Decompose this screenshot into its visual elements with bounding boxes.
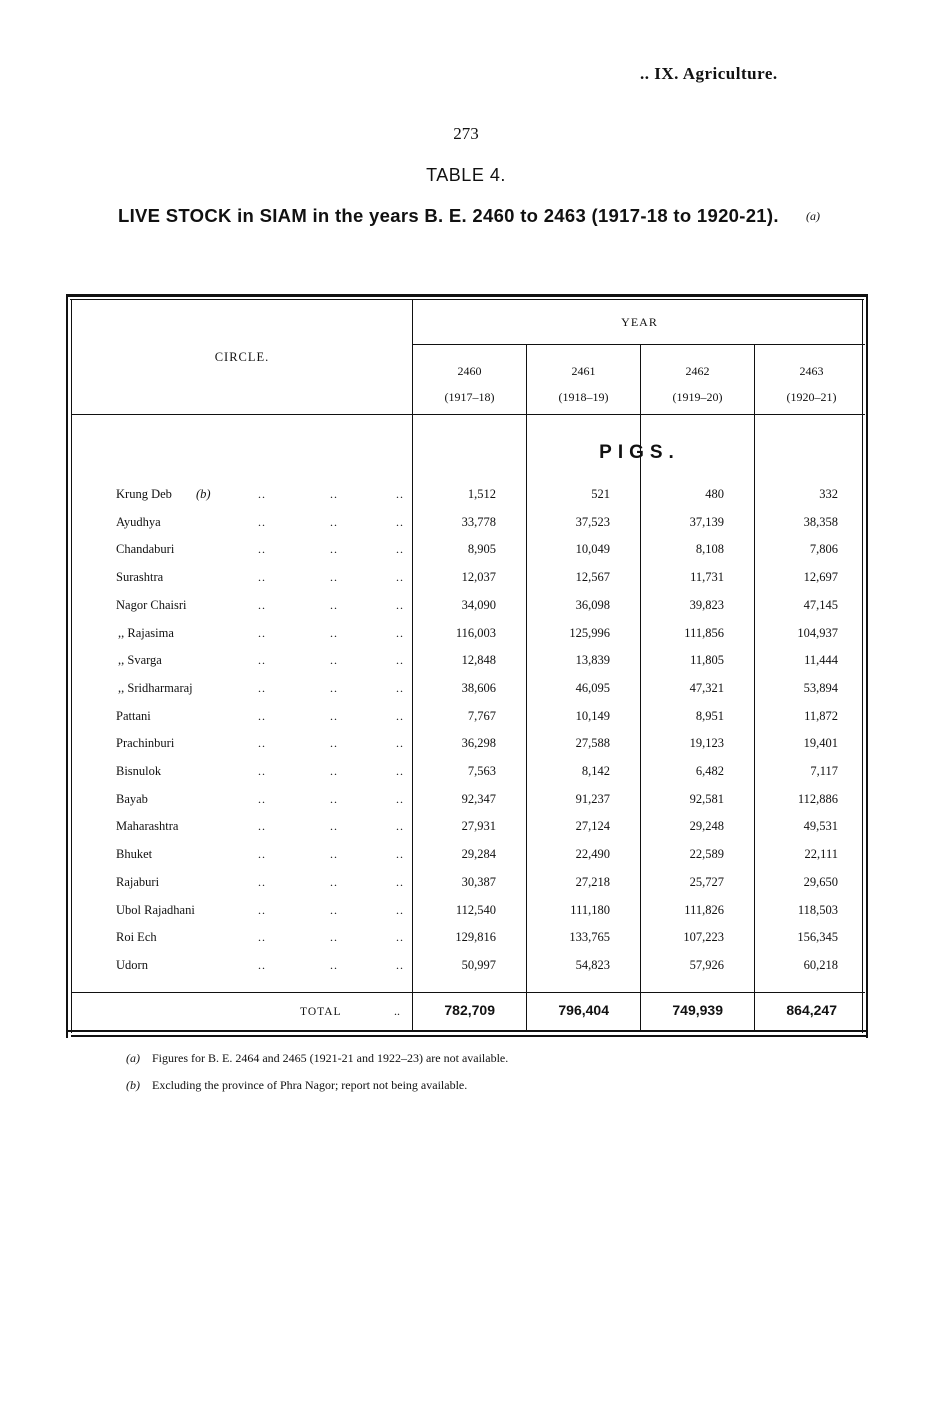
total-2463: 864,247 (786, 1002, 837, 1018)
leader-dots: .. (258, 708, 266, 723)
value-cell: 22,490 (575, 847, 610, 862)
circle-name: Rajaburi (116, 874, 160, 889)
value-cell: 54,823 (575, 957, 610, 972)
leader-dots: .. (396, 847, 404, 862)
value-cell: 12,037 (461, 570, 496, 585)
value-cell: 34,090 (461, 597, 496, 612)
leader-dots: .. (396, 653, 404, 668)
circle-name: Pattani (116, 708, 151, 723)
circle-name: Bayab (116, 791, 148, 806)
value-cell: 118,503 (797, 902, 838, 917)
value-cell: 37,139 (689, 514, 724, 529)
table-row (0, 875, 932, 903)
value-cell: 8,951 (695, 708, 724, 723)
table-row (0, 709, 932, 737)
value-cell: 521 (591, 487, 610, 501)
leader-dots: .. (258, 736, 266, 751)
leader-dots: .. (330, 708, 338, 723)
value-cell: 332 (819, 487, 838, 501)
value-cell: 11,805 (690, 653, 724, 668)
value-cell: 92,581 (689, 791, 724, 806)
table-row (0, 570, 932, 598)
table-row (0, 792, 932, 820)
year-ce: (1919–20) (672, 390, 723, 404)
value-cell: 22,589 (689, 847, 724, 862)
table-top-rule-inner (70, 299, 864, 300)
leader-dots: .. (330, 680, 338, 695)
value-cell: 10,049 (575, 542, 610, 557)
value-cell: 13,839 (575, 653, 610, 668)
leader-dots: .. (396, 874, 404, 889)
value-cell: 25,727 (689, 874, 724, 889)
leader-dots: .. (258, 542, 266, 557)
table-row (0, 626, 932, 654)
table-row (0, 764, 932, 792)
leader-dots: .. (258, 764, 266, 778)
total-top-rule (72, 992, 865, 993)
value-cell: 10,149 (575, 708, 610, 723)
table-bottom-rule (66, 1030, 868, 1032)
value-cell: 22,111 (804, 847, 838, 862)
leader-dots: .. (330, 487, 338, 501)
leader-dots: .. (258, 570, 266, 585)
value-cell: 1,512 (467, 487, 496, 501)
value-cell: 7,806 (809, 542, 838, 557)
leader-dots: .. (396, 957, 404, 972)
value-cell: 125,996 (569, 625, 610, 640)
table-row (0, 930, 932, 958)
value-cell: 57,926 (689, 957, 724, 972)
value-cell: 107,223 (683, 930, 724, 945)
value-cell: 19,401 (803, 736, 838, 751)
footnote-b (126, 1078, 467, 1093)
total-2460: 782,709 (444, 1002, 495, 1018)
leader-dots: .. (330, 764, 338, 778)
leader-dots: .. (258, 930, 266, 945)
leader-dots: .. (258, 847, 266, 862)
leader-dots: .. (258, 680, 266, 695)
leader-dots: .. (396, 514, 404, 529)
year-be: 2462 (685, 364, 710, 378)
value-cell: 133,765 (569, 930, 610, 945)
value-cell: 7,563 (467, 764, 496, 778)
leader-dots: .. (258, 957, 266, 972)
leader-dots: .. (330, 597, 338, 612)
value-cell: 104,937 (797, 625, 838, 640)
circle-name: ,, Rajasima (118, 625, 174, 640)
table-row (0, 847, 932, 875)
table-label: TABLE 4. (426, 165, 506, 185)
leader-dots: .. (330, 930, 338, 945)
value-cell: 50,997 (461, 957, 496, 972)
leader-dots: .. (396, 819, 404, 834)
leader-dots: .. (258, 625, 266, 640)
year-ce: (1917–18) (444, 390, 495, 404)
circle-name: Krung Deb (116, 487, 172, 501)
circle-name: Udorn (116, 957, 148, 972)
value-cell: 12,848 (461, 653, 496, 668)
section-heading: .. IX. Agriculture. (640, 64, 778, 83)
leader-dots: .. (396, 542, 404, 557)
value-cell: 46,095 (575, 680, 610, 695)
circle-name: Ubol Rajadhani (116, 902, 195, 917)
leader-dots: .. (396, 764, 404, 778)
table-top-rule (66, 294, 868, 297)
value-cell: 60,218 (803, 957, 838, 972)
year-column-2461 (527, 358, 640, 410)
value-cell: 37,523 (575, 514, 610, 529)
leader-dots: .. (330, 957, 338, 972)
value-cell: 19,123 (689, 736, 724, 751)
value-cell: 129,816 (455, 930, 496, 945)
leader-dots: .. (396, 930, 404, 945)
circle-name: Chandaburi (116, 542, 175, 557)
value-cell: 33,778 (461, 514, 496, 529)
value-cell: 49,531 (803, 819, 838, 834)
header-bottom-rule (72, 414, 865, 415)
leader-dots: .. (330, 570, 338, 585)
year-ce: (1918–19) (558, 390, 609, 404)
table-row (0, 681, 932, 709)
leader-dots: .. (394, 1004, 400, 1018)
table-title: LIVE STOCK in SIAM in the years B. E. 2460 to 2463 (1917-18 to 1920-21). (118, 205, 779, 226)
value-cell: 8,108 (695, 542, 724, 557)
leader-dots: .. (258, 902, 266, 917)
leader-dots: .. (396, 680, 404, 695)
value-cell: 11,731 (690, 570, 724, 585)
value-cell: 47,321 (689, 680, 724, 695)
year-column-2463 (755, 358, 868, 410)
value-cell: 6,482 (695, 764, 724, 778)
total-2462: 749,939 (672, 1002, 723, 1018)
value-cell: 12,567 (575, 570, 610, 585)
leader-dots: .. (330, 736, 338, 751)
table-row (0, 542, 932, 570)
circle-header: CIRCLE. (214, 350, 270, 364)
leader-dots: .. (330, 819, 338, 834)
value-cell: 112,540 (455, 902, 496, 917)
leader-dots: .. (396, 597, 404, 612)
year-be: 2463 (799, 364, 824, 378)
value-cell: 91,237 (575, 791, 610, 806)
circle-name: Maharashtra (116, 819, 179, 834)
circle-name: Bhuket (116, 847, 153, 862)
value-cell: 156,345 (797, 930, 838, 945)
leader-dots: .. (330, 514, 338, 529)
table-row (0, 653, 932, 681)
total-2461: 796,404 (558, 1002, 609, 1018)
circle-name: Prachinburi (116, 736, 175, 751)
value-cell: 11,444 (804, 653, 838, 668)
leader-dots: .. (330, 902, 338, 917)
circle-name: Bisnulok (116, 764, 162, 778)
year-column-2460 (413, 358, 526, 410)
table-row (0, 515, 932, 543)
leader-dots: .. (258, 597, 266, 612)
footnote-mark: (b) (126, 1078, 140, 1092)
value-cell: 27,124 (575, 819, 610, 834)
value-cell: 8,142 (581, 764, 610, 778)
value-cell: 29,650 (803, 874, 838, 889)
leader-dots: .. (330, 847, 338, 862)
year-ce: (1920–21) (786, 390, 837, 404)
leader-dots: .. (258, 819, 266, 834)
value-cell: 36,098 (575, 597, 610, 612)
footnote-text: Figures for B. E. 2464 and 2465 (1921-21 and 1922–23) are not available. (152, 1051, 509, 1065)
year-be: 2460 (457, 364, 482, 378)
value-cell: 12,697 (803, 570, 838, 585)
title-footnote-mark: (a) (806, 209, 820, 223)
value-cell: 111,856 (684, 625, 724, 640)
year-header: YEAR (621, 315, 658, 329)
leader-dots: .. (396, 570, 404, 585)
year-column-2462 (641, 358, 754, 410)
row-footnote-mark: (b) (196, 487, 211, 501)
footnote-text: Excluding the province of Phra Nagor; report not being available. (152, 1078, 468, 1092)
value-cell: 38,606 (461, 680, 496, 695)
value-cell: 7,117 (810, 764, 838, 778)
value-cell: 27,588 (575, 736, 610, 751)
leader-dots: .. (396, 902, 404, 917)
leader-dots: .. (258, 874, 266, 889)
value-cell: 11,872 (804, 708, 838, 723)
table-row (0, 903, 932, 931)
value-cell: 30,387 (461, 874, 496, 889)
value-cell: 480 (705, 487, 724, 501)
leader-dots: .. (330, 625, 338, 640)
value-cell: 27,931 (461, 819, 496, 834)
value-cell: 29,284 (461, 847, 496, 862)
value-cell: 36,298 (461, 736, 496, 751)
total-label: TOTAL (300, 1006, 342, 1018)
circle-name: ,, Svarga (118, 653, 162, 668)
table-row (0, 487, 932, 515)
leader-dots: .. (330, 653, 338, 668)
leader-dots: .. (396, 736, 404, 751)
value-cell: 116,003 (455, 625, 496, 640)
table-row (0, 819, 932, 847)
footnote-a (126, 1051, 508, 1066)
leader-dots: .. (396, 791, 404, 806)
circle-name: Surashtra (116, 570, 164, 585)
circle-name: Ayudhya (116, 514, 161, 529)
leader-dots: .. (258, 487, 266, 501)
value-cell: 111,826 (684, 902, 724, 917)
value-cell: 92,347 (461, 791, 496, 806)
leader-dots: .. (258, 514, 266, 529)
leader-dots: .. (258, 653, 266, 668)
section-label-pigs: PIGS. (599, 442, 680, 463)
value-cell: 38,358 (803, 514, 838, 529)
leader-dots: .. (396, 625, 404, 640)
circle-name: Nagor Chaisri (116, 597, 187, 612)
value-cell: 39,823 (689, 597, 724, 612)
table-row (0, 736, 932, 764)
circle-name: Roi Ech (116, 930, 157, 945)
leader-dots: .. (330, 542, 338, 557)
year-be: 2461 (571, 364, 596, 378)
leader-dots: .. (330, 791, 338, 806)
footnote-mark: (a) (126, 1051, 140, 1065)
leader-dots: .. (396, 708, 404, 723)
table-row (0, 598, 932, 626)
leader-dots: .. (396, 487, 404, 501)
value-cell: 47,145 (803, 597, 838, 612)
value-cell: 7,767 (467, 708, 496, 723)
value-cell: 53,894 (803, 680, 838, 695)
value-cell: 29,248 (689, 819, 724, 834)
year-header-rule (413, 344, 865, 345)
value-cell: 8,905 (467, 542, 496, 557)
table-bottom-rule-inner (71, 1035, 867, 1037)
value-cell: 27,218 (575, 874, 610, 889)
leader-dots: .. (330, 874, 338, 889)
circle-name: ,, Sridharmaraj (118, 680, 193, 695)
table-row (0, 958, 932, 986)
leader-dots: .. (258, 791, 266, 806)
page-number: 273 (453, 124, 479, 143)
value-cell: 112,886 (797, 791, 838, 806)
value-cell: 111,180 (570, 902, 610, 917)
